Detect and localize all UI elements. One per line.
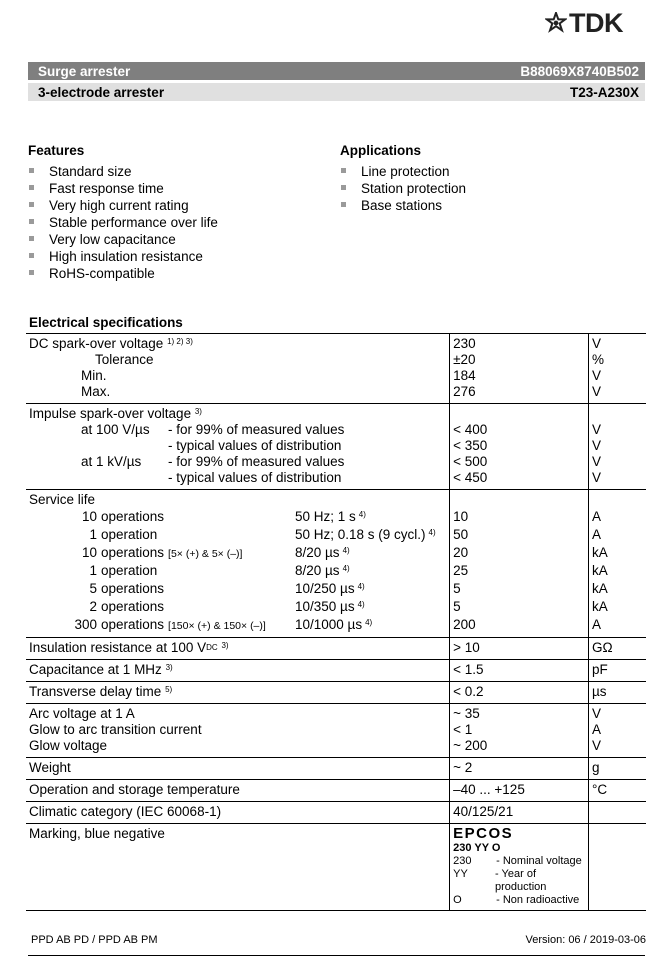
impulse-condition-row bbox=[29, 438, 449, 454]
dc-max-label: Max. bbox=[81, 384, 111, 399]
dc-min-label: Min. bbox=[81, 368, 107, 383]
footnote-ref: 4) bbox=[357, 600, 365, 609]
delay-row bbox=[26, 682, 646, 704]
features-heading: Features bbox=[28, 143, 85, 158]
feature-item bbox=[27, 231, 218, 248]
impulse-conditions bbox=[29, 422, 449, 486]
feature-item bbox=[27, 180, 218, 197]
tdk-logo bbox=[545, 8, 649, 38]
product-subtitle: 3-electrode arrester bbox=[38, 84, 165, 100]
feature-item bbox=[27, 248, 218, 265]
unit: °C bbox=[591, 782, 608, 797]
service-left bbox=[29, 616, 295, 634]
marking-meaning: - Year of production bbox=[495, 868, 547, 893]
unit: % bbox=[591, 352, 604, 367]
operation-word: operations bbox=[101, 599, 165, 614]
feature-item-text: Stable performance over life bbox=[49, 215, 218, 230]
insulation-row bbox=[26, 638, 646, 660]
glow-arc-current-label: Glow to arc transition current bbox=[29, 722, 202, 737]
operation-word: operations bbox=[101, 581, 165, 596]
product-category: Surge arrester bbox=[38, 63, 131, 79]
operation-word: operation bbox=[101, 527, 158, 542]
impulse-value: < 400 bbox=[453, 422, 488, 437]
unit: A bbox=[591, 527, 601, 542]
test-condition: 8/20 µs bbox=[295, 545, 340, 560]
service-life-item bbox=[29, 562, 449, 580]
impulse-description: - for 99% of measured values bbox=[168, 422, 345, 437]
temperature-row bbox=[26, 780, 646, 802]
test-condition: 50 Hz; 1 s bbox=[295, 509, 356, 524]
footnote-ref: 4) bbox=[365, 618, 373, 627]
service-left bbox=[29, 544, 295, 562]
dc-sparkover-row bbox=[26, 334, 646, 404]
service-life-item bbox=[29, 544, 449, 562]
climatic-value: 40/125/21 bbox=[453, 804, 514, 819]
service-life-value: 5 bbox=[453, 599, 461, 614]
weight-value: ~ 2 bbox=[453, 760, 473, 775]
arc-voltage-value: ~ 35 bbox=[453, 706, 480, 721]
unit: kA bbox=[591, 545, 608, 560]
impulse-description: - typical values of distribution bbox=[168, 470, 342, 485]
bullet-square-icon bbox=[29, 270, 34, 275]
applications-heading: Applications bbox=[340, 143, 422, 158]
test-condition: 10/350 µs bbox=[295, 599, 355, 614]
climatic-row bbox=[26, 802, 646, 824]
service-life-value: 10 bbox=[453, 509, 469, 524]
marking-key: 230 bbox=[453, 855, 472, 867]
dc-tolerance-value: ±20 bbox=[453, 352, 476, 367]
product-subtitle-bar bbox=[28, 83, 645, 101]
service-left bbox=[29, 562, 295, 580]
service-life-value: 25 bbox=[453, 563, 469, 578]
unit: A bbox=[591, 509, 601, 524]
application-item bbox=[339, 197, 466, 214]
bullet-square-icon bbox=[29, 168, 34, 173]
weight-row bbox=[26, 758, 646, 780]
footnote-ref: 3) bbox=[194, 407, 202, 416]
temperature-label: Operation and storage temperature bbox=[29, 782, 240, 797]
service-left bbox=[29, 598, 295, 616]
test-condition: 50 Hz; 0.18 s (9 cycl.) bbox=[295, 527, 426, 542]
product-category-bar bbox=[28, 62, 645, 80]
unit: V bbox=[591, 438, 601, 453]
operation-count: 1 bbox=[89, 563, 97, 578]
footnote-ref: 4) bbox=[342, 564, 350, 573]
feature-item-text: Very high current rating bbox=[49, 198, 189, 213]
feature-item bbox=[27, 265, 218, 282]
service-life-label: Service life bbox=[29, 492, 96, 507]
application-item-text: Base stations bbox=[361, 198, 443, 213]
service-life-item bbox=[29, 526, 449, 544]
impulse-condition-row bbox=[29, 422, 449, 438]
operation-count: 2 bbox=[89, 599, 97, 614]
footnote-ref: 5) bbox=[165, 685, 173, 694]
service-life-conditions bbox=[29, 508, 449, 634]
capacitance-row bbox=[26, 660, 646, 682]
feature-item-text: Standard size bbox=[49, 164, 132, 179]
climatic-label: Climatic category (IEC 60068-1) bbox=[29, 804, 222, 819]
dc-tolerance-label: Tolerance bbox=[95, 352, 154, 367]
unit: V bbox=[591, 470, 601, 485]
unit: kA bbox=[591, 563, 608, 578]
epcos-logo: EPCOS bbox=[453, 825, 514, 842]
polarity-note: [150× (+) & 150× (–)] bbox=[168, 620, 266, 632]
bullet-square-icon bbox=[29, 202, 34, 207]
unit: A bbox=[591, 722, 601, 737]
unit: V bbox=[591, 454, 601, 469]
footnote-ref: 4) bbox=[358, 510, 366, 519]
marking-legend-row bbox=[453, 894, 588, 907]
test-condition: 10/1000 µs bbox=[295, 617, 363, 632]
unit: kA bbox=[591, 581, 608, 596]
test-condition: 8/20 µs bbox=[295, 563, 340, 578]
bullet-square-icon bbox=[341, 168, 346, 173]
unit: pF bbox=[591, 662, 608, 677]
footnote-ref: 3) bbox=[221, 641, 229, 650]
unit: g bbox=[591, 760, 600, 775]
application-item-text: Line protection bbox=[361, 164, 450, 179]
unit: A bbox=[591, 617, 601, 632]
polarity-note: [5× (+) & 5× (–)] bbox=[168, 548, 243, 560]
specs-table bbox=[26, 333, 646, 911]
operation-count: 10 bbox=[81, 509, 97, 524]
service-life-item bbox=[29, 508, 449, 526]
unit: V bbox=[591, 384, 601, 399]
impulse-rate: at 100 V/µs bbox=[81, 422, 150, 437]
insulation-subscript: DC bbox=[206, 643, 218, 652]
bullet-square-icon bbox=[29, 236, 34, 241]
test-condition: 10/250 µs bbox=[295, 581, 355, 596]
application-item bbox=[339, 180, 466, 197]
order-code: B88069X8740B502 bbox=[520, 63, 639, 79]
service-life-values bbox=[450, 490, 589, 638]
footer-department: PPD AB PD / PPD AB PM bbox=[31, 934, 158, 946]
impulse-value: < 500 bbox=[453, 454, 488, 469]
features-list bbox=[27, 163, 218, 282]
arc-glow-row bbox=[26, 704, 646, 758]
delay-value: < 0.2 bbox=[453, 684, 484, 699]
operation-count: 1 bbox=[89, 527, 97, 542]
impulse-rate: at 1 kV/µs bbox=[81, 454, 142, 469]
service-life-item bbox=[29, 598, 449, 616]
service-life-item bbox=[29, 616, 449, 634]
footnote-ref: 4) bbox=[357, 582, 365, 591]
footnote-ref: 3) bbox=[165, 663, 173, 672]
dc-nominal-value: 230 bbox=[453, 336, 476, 351]
unit: V bbox=[591, 336, 601, 351]
marking-meaning: - Non radioactive bbox=[496, 894, 580, 906]
brand-name: TDK bbox=[569, 7, 623, 38]
service-life-value: 50 bbox=[453, 527, 469, 542]
feature-item-text: Fast response time bbox=[49, 181, 164, 196]
service-left bbox=[29, 580, 295, 598]
bullet-square-icon bbox=[341, 202, 346, 207]
dc-max-value: 276 bbox=[453, 384, 476, 399]
service-life-units bbox=[588, 490, 646, 638]
footnote-ref: 1) 2) 3) bbox=[167, 337, 193, 346]
unit: V bbox=[591, 738, 601, 753]
operation-word: operations bbox=[101, 617, 165, 632]
operation-count: 300 bbox=[74, 617, 97, 632]
impulse-value: < 450 bbox=[453, 470, 488, 485]
insulation-value: > 10 bbox=[453, 640, 480, 655]
service-left bbox=[29, 508, 295, 526]
marking-key: O bbox=[453, 894, 462, 906]
feature-item-text: Very low capacitance bbox=[49, 232, 176, 247]
marking-label: Marking, blue negative bbox=[29, 826, 165, 841]
service-life-value: 200 bbox=[453, 617, 476, 632]
tdk-emblem-icon bbox=[545, 12, 567, 34]
impulse-condition-row bbox=[29, 470, 449, 486]
impulse-description: - for 99% of measured values bbox=[168, 454, 345, 469]
arc-voltage-label: Arc voltage at 1 A bbox=[29, 706, 135, 721]
capacitance-label: Capacitance at 1 MHz bbox=[29, 662, 162, 677]
marking-meaning: - Nominal voltage bbox=[496, 855, 582, 867]
feature-item-text: High insulation resistance bbox=[49, 249, 203, 264]
marking-key: YY bbox=[453, 868, 468, 880]
glow-voltage-label: Glow voltage bbox=[29, 738, 108, 753]
specs-heading: Electrical specifications bbox=[29, 315, 183, 330]
feature-item bbox=[27, 163, 218, 180]
service-life-row bbox=[26, 490, 646, 638]
weight-label: Weight bbox=[29, 760, 71, 775]
product-type: T23-A230X bbox=[569, 84, 639, 100]
footnote-ref: 4) bbox=[428, 528, 436, 537]
operation-count: 5 bbox=[89, 581, 97, 596]
temperature-value: –40 ... +125 bbox=[453, 782, 525, 797]
service-life-item bbox=[29, 580, 449, 598]
feature-item-text: RoHS-compatible bbox=[49, 266, 155, 281]
unit: GΩ bbox=[591, 640, 613, 655]
marking-legend-row bbox=[453, 868, 588, 894]
impulse-value: < 350 bbox=[453, 438, 488, 453]
impulse-sparkover-label: Impulse spark-over voltage bbox=[29, 406, 192, 421]
service-life-value: 5 bbox=[453, 581, 461, 596]
delay-label: Transverse delay time bbox=[29, 684, 162, 699]
impulse-rate bbox=[81, 470, 168, 486]
glow-voltage-value: ~ 200 bbox=[453, 738, 488, 753]
footer-rule bbox=[28, 955, 645, 956]
marking-row bbox=[26, 824, 646, 911]
operation-word: operations bbox=[101, 509, 165, 524]
footer-version: Version: 06 / 2019-03-06 bbox=[525, 934, 646, 946]
applications-list bbox=[339, 163, 466, 214]
insulation-label: Insulation resistance at 100 V bbox=[29, 640, 207, 655]
impulse-condition-row bbox=[29, 454, 449, 470]
impulse-description: - typical values of distribution bbox=[168, 438, 342, 453]
bullet-square-icon bbox=[341, 185, 346, 190]
marking-code: 230 YY O bbox=[453, 842, 501, 854]
glow-arc-current-value: < 1 bbox=[453, 722, 473, 737]
service-life-value: 20 bbox=[453, 545, 469, 560]
impulse-units bbox=[588, 404, 646, 490]
marking-legend-row bbox=[453, 855, 588, 868]
service-left bbox=[29, 526, 295, 544]
operation-count: 10 bbox=[81, 545, 97, 560]
bullet-square-icon bbox=[29, 185, 34, 190]
application-item-text: Station protection bbox=[361, 181, 467, 196]
impulse-sparkover-row bbox=[26, 404, 646, 490]
dc-min-value: 184 bbox=[453, 368, 476, 383]
unit: kA bbox=[591, 599, 608, 614]
unit: V bbox=[591, 368, 601, 383]
dc-sparkover-label: DC spark-over voltage bbox=[29, 336, 164, 351]
unit: V bbox=[591, 706, 601, 721]
feature-item bbox=[27, 197, 218, 214]
unit bbox=[592, 804, 646, 820]
feature-item bbox=[27, 214, 218, 231]
impulse-values bbox=[450, 404, 589, 490]
capacitance-value: < 1.5 bbox=[453, 662, 484, 677]
footnote-ref: 4) bbox=[342, 546, 350, 555]
bullet-square-icon bbox=[29, 219, 34, 224]
operation-word: operation bbox=[101, 563, 158, 578]
unit: V bbox=[591, 422, 601, 437]
unit: µs bbox=[591, 684, 607, 699]
marking-legend bbox=[453, 855, 588, 907]
impulse-rate bbox=[81, 438, 168, 454]
application-item bbox=[339, 163, 466, 180]
operation-word: operations bbox=[101, 545, 165, 560]
bullet-square-icon bbox=[29, 253, 34, 258]
